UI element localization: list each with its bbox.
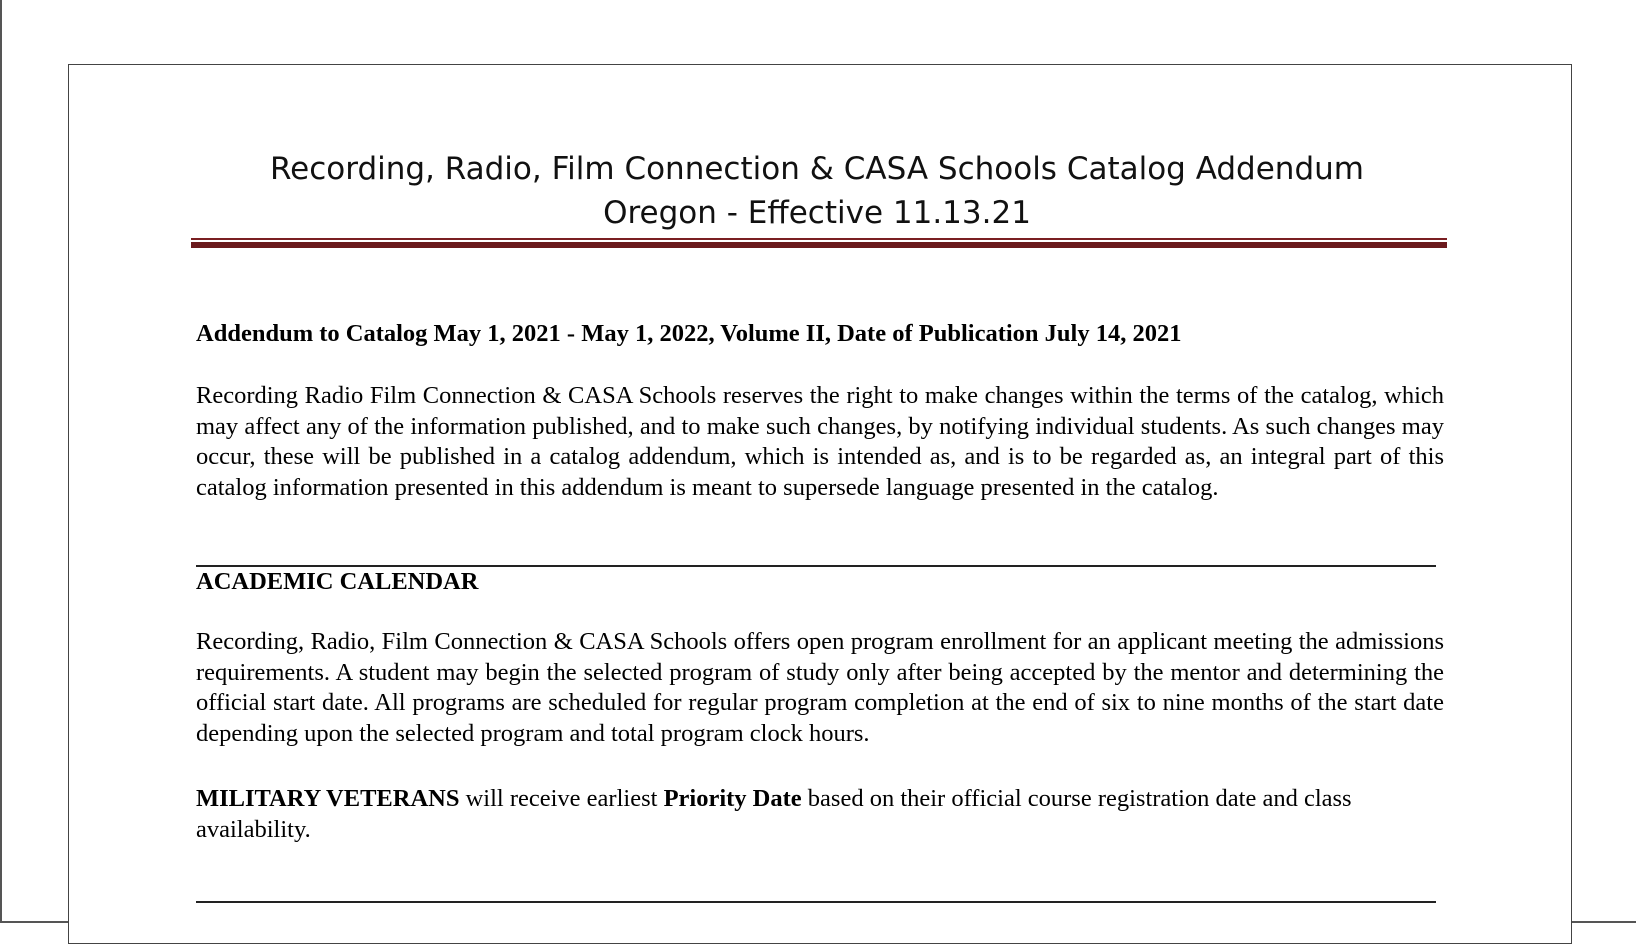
veterans-text-2: based on their official course registration date and class availability. (196, 785, 1352, 843)
section-divider-bottom (196, 901, 1436, 903)
veterans-text-1: will receive earliest (459, 785, 664, 812)
document-page (68, 64, 1572, 944)
calendar-paragraph: Recording, Radio, Film Connection & CASA Schools offers open program enrollment for an applicant meeting the admissions requirements. A student may begin the selected program of study only after being accepted by the mentor and determining the official start date. All programs are scheduled for regular program completion at the end of six to nine months of the start date depending upon the selected program and total program clock hours. (196, 628, 1444, 747)
title-line-1: Recording, Radio, Film Connection & CASA Schools Catalog Addendum (270, 151, 1364, 187)
section-heading-academic-calendar: ACADEMIC CALENDAR (196, 568, 479, 595)
intro-paragraph: Recording Radio Film Connection & CASA Schools reserves the right to make changes within the terms of the catalog, which may affect any of the information published, and to make such changes, by notifying individual students. As such changes may occur, these will be published in a catalog addendum, which is intended as, and is to be regarded as, an integral part of this catalog information presented in this addendum is meant to supersede language presented in the catalog. (196, 382, 1444, 501)
title-line-2: Oregon - Effective 11.13.21 (603, 195, 1031, 231)
priority-date-bold: Priority Date (663, 785, 802, 812)
document-title (189, 147, 1445, 235)
veterans-paragraph (196, 784, 1444, 845)
addendum-heading: Addendum to Catalog May 1, 2021 - May 1, 2022, Volume II, Date of Publication July 14, 2021 (196, 320, 1182, 347)
title-rule-thin (191, 238, 1447, 240)
title-rule-thick (191, 242, 1447, 248)
veterans-bold-lead: MILITARY VETERANS (196, 785, 460, 812)
